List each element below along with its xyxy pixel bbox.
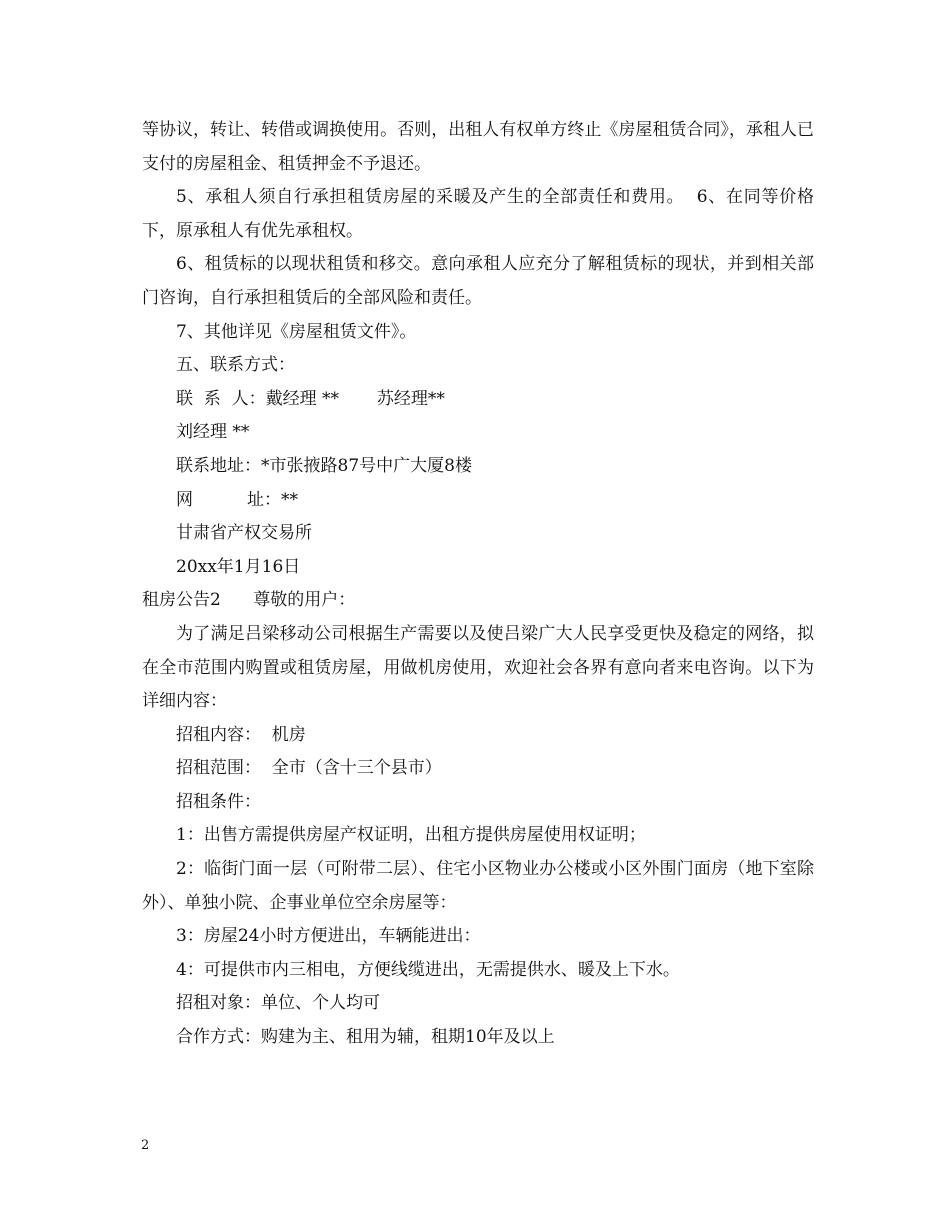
paragraph-15: 招租范围： 全市（含十三个县市） (176, 758, 442, 779)
paragraph-19: 3：房屋24小时方便进出，车辆能进出： (176, 926, 481, 947)
paragraph-8: 联系地址：*市张掖路87号中广大厦8楼 (176, 455, 472, 476)
paragraph-7: 刘经理 ** (176, 422, 250, 443)
document-body (142, 114, 814, 1055)
paragraph-2: 5、承租人须自行承担租赁房屋的采暖及产生的全部责任和费用。 6、在同等价格下，原承租人有优先承租权。 (142, 187, 814, 241)
paragraph-11: 20xx年1月16日 (176, 556, 301, 577)
paragraph-4: 7、其他详见《房屋租赁文件》。 (176, 321, 417, 342)
paragraph-22: 合作方式：购建为主、租用为辅，租期10年及以上 (176, 1027, 555, 1048)
paragraph-20: 4：可提供市内三相电，方便线缆进出，无需提供水、暖及上下水。 (176, 959, 680, 980)
paragraph-9: 网 址：** (176, 489, 299, 510)
paragraph-3: 6、租赁标的以现状租赁和移交。意向承租人应充分了解租赁标的现状，并到相关部门咨询，自行承担租赁后的全部风险和责任。 (142, 254, 814, 308)
paragraph-10: 甘肃省产权交易所 (176, 523, 312, 544)
paragraph-21: 招租对象：单位、个人均可 (176, 993, 380, 1014)
paragraph-14: 招租内容： 机房 (176, 724, 306, 745)
paragraph-12: 租房公告2 尊敬的用户： (142, 590, 356, 611)
paragraph-18: 2：临街门面一层（可附带二层）、住宅小区物业办公楼或小区外围门面房（地下室除外）、单独小院、企事业单位空余房屋等： (142, 859, 814, 913)
paragraph-6: 联 系 人：戴经理 ** 苏经理** (176, 388, 445, 409)
paragraph-5: 五、联系方式： (176, 355, 295, 376)
page-number: 2 (141, 1138, 150, 1153)
paragraph-13: 为了满足吕梁移动公司根据生产需要以及使吕梁广大人民享受更快及稳定的网络，拟在全市范围内购置或租赁房屋，用做机房使用，欢迎社会各界有意向者来电咨询。以下为详细内容： (142, 623, 814, 712)
paragraph-1: 等协议，转让、转借或调换使用。否则，出租人有权单方终止《房屋租赁合同》，承租人已支付的房屋租金、租赁押金不予退还。 (142, 120, 814, 174)
paragraph-17: 1：出售方需提供房屋产权证明，出租方提供房屋使用权证明； (176, 825, 646, 846)
paragraph-16: 招租条件： (176, 791, 261, 812)
